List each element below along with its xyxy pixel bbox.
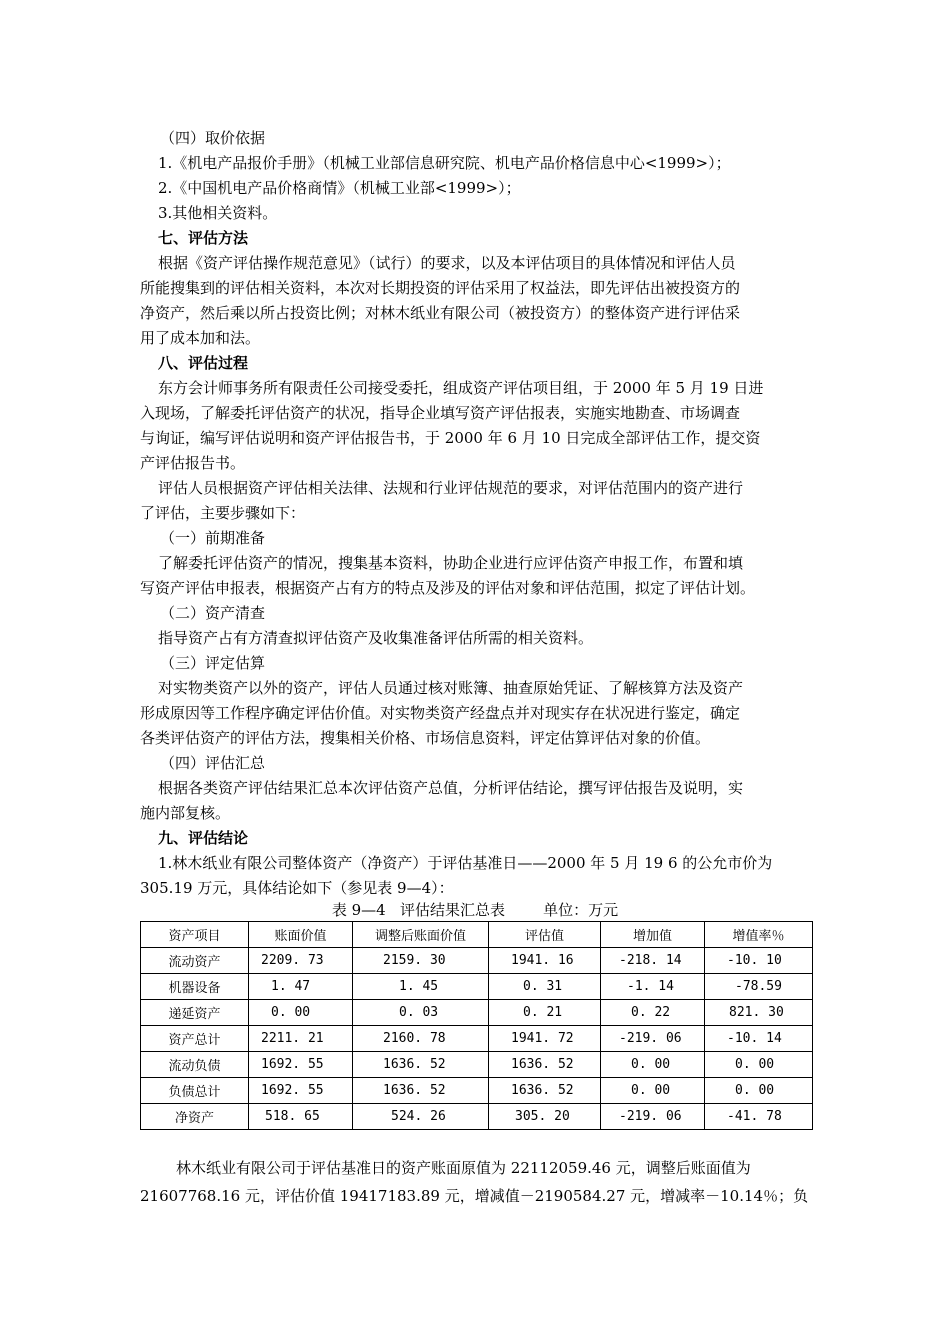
row-label: 资产总计 [141,1026,249,1052]
row-label: 流动负债 [141,1052,249,1078]
table-cell: 1636. 52 [489,1052,601,1078]
text-line: 形成原因等工作程序确定评估价值。对实物类资产经盘点并对现实存在状况进行鉴定，确定 [140,704,741,722]
table-cell: -78.59 [705,974,813,1000]
text-line: 3.其他相关资料。 [158,204,278,222]
column-header: 增加值 [601,922,705,948]
row-label: 净资产 [141,1104,249,1130]
valuation-summary-table [140,921,813,1130]
text-line: 了评估，主要步骤如下： [140,504,306,522]
section-heading-method: 七、评估方法 [158,229,249,247]
text-line: 净资产，然后乘以所占投资比例；对林木纸业有限公司（被投资方）的整体资产进行评估采 [140,304,741,322]
column-header: 账面价值 [249,922,353,948]
table-cell: 2209. 73 [249,948,353,974]
table-cell: 2211. 21 [249,1026,353,1052]
table-cell: 2160. 78 [353,1026,489,1052]
table-cell: 0. 00 [705,1078,813,1104]
column-header: 资产项目 [141,922,249,948]
section-heading-process: 八、评估过程 [158,354,249,372]
table-cell: 1692. 55 [249,1078,353,1104]
column-header: 评估值 [489,922,601,948]
text-line: 用了成本加和法。 [140,329,261,347]
subheading-summary: （四）评估汇总 [160,754,266,772]
subheading-pricing-basis: （四）取价依据 [160,129,266,147]
text-line: 指导资产占有方清查拟评估资产及收集准备评估所需的相关资料。 [158,629,594,647]
table-cell: 0. 00 [249,1000,353,1026]
text-line: 2.《中国机电产品价格商情》（机械工业部<1999>）； [158,179,521,197]
text-line: 了解委托评估资产的情况，搜集基本资料，协助企业进行应评估资产申报工作，布置和填 [158,554,744,572]
row-label: 递延资产 [141,1000,249,1026]
table-cell: 524. 26 [353,1104,489,1130]
row-label: 负债总计 [141,1078,249,1104]
table-row [141,1104,813,1130]
row-label: 流动资产 [141,948,249,974]
table-cell: -219. 06 [601,1104,705,1130]
table-cell: 1636. 52 [353,1078,489,1104]
table-header-row [141,922,813,948]
table-row [141,1026,813,1052]
text-line: 根据《资产评估操作规范意见》（试行）的要求，以及本评估项目的具体情况和评估人员 [158,254,736,272]
subheading-asset-inventory: （二）资产清查 [160,604,266,622]
text-line: 入现场，了解委托评估资产的状况，指导企业填写资产评估报表，实施实地勘查、市场调查 [140,404,741,422]
table-cell: -41. 78 [705,1104,813,1130]
table-cell: 0. 00 [705,1052,813,1078]
column-header: 增值率％ [705,922,813,948]
section-heading-conclusion: 九、评估结论 [158,829,249,847]
table-row [141,1078,813,1104]
table-cell: 0. 21 [489,1000,601,1026]
table-cell: 518. 65 [249,1104,353,1130]
table-cell: 0. 31 [489,974,601,1000]
text-line: 21607768.16 元，评估价值 19417183.89 元，增减值－2190584.27 元，增减率－10.14％；负 [140,1187,809,1205]
table-cell: 1. 47 [249,974,353,1000]
table-cell: -1. 14 [601,974,705,1000]
text-line: 林木纸业有限公司于评估基准日的资产账面原值为 22112059.46 元，调整后账面值为 [176,1159,751,1177]
text-line: 评估人员根据资产评估相关法律、法规和行业评估规范的要求，对评估范围内的资产进行 [158,479,744,497]
row-label: 机器设备 [141,974,249,1000]
subheading-preparation: （一）前期准备 [160,529,266,547]
table-cell: -10. 10 [705,948,813,974]
table-row [141,1052,813,1078]
table-cell: 1. 45 [353,974,489,1000]
text-line: 产评估报告书。 [140,454,246,472]
table-caption: 表 9—4 评估结果汇总表 单位：万元 [331,901,619,919]
table-cell: 0. 22 [601,1000,705,1026]
text-line: 与询证，编写评估说明和资产评估报告书，于 2000 年 6 月 10 日完成全部评估工作，提交资 [140,429,761,447]
table-cell: 0. 00 [601,1078,705,1104]
table-cell: 1636. 52 [489,1078,601,1104]
text-line: 施内部复核。 [140,804,231,822]
table-cell: 821. 30 [705,1000,813,1026]
text-line: 305.19 万元，具体结论如下（参见表 9—4）： [140,879,454,897]
table-cell: 0. 00 [601,1052,705,1078]
table-row [141,974,813,1000]
column-header: 调整后账面价值 [353,922,489,948]
text-line: 各类评估资产的评估方法，搜集相关价格、市场信息资料，评定估算评估对象的价值。 [140,729,711,747]
table-cell: -10. 14 [705,1026,813,1052]
text-line: 东方会计师事务所有限责任公司接受委托，组成资产评估项目组，于 2000 年 5 月 19 日进 [158,379,764,397]
table-cell: 1636. 52 [353,1052,489,1078]
text-line: 对实物类资产以外的资产，评估人员通过核对账簿、抽查原始凭证、了解核算方法及资产 [158,679,744,697]
table-cell: 2159. 30 [353,948,489,974]
table-row [141,948,813,974]
text-line: 根据各类资产评估结果汇总本次评估资产总值，分析评估结论，撰写评估报告及说明，实 [158,779,744,797]
table-cell: -219. 06 [601,1026,705,1052]
table-row [141,1000,813,1026]
table-cell: 0. 03 [353,1000,489,1026]
table-cell: 1941. 16 [489,948,601,974]
table-cell: 305. 20 [489,1104,601,1130]
text-line: 1.《机电产品报价手册》（机械工业部信息研究院、机电产品价格信息中心<1999>）； [158,154,731,172]
table-cell: -218. 14 [601,948,705,974]
text-line: 写资产评估申报表，根据资产占有方的特点及涉及的评估对象和评估范围，拟定了评估计划。 [140,579,756,597]
text-line: 所能搜集到的评估相关资料，本次对长期投资的评估采用了权益法，即先评估出被投资方的 [140,279,741,297]
table-cell: 1941. 72 [489,1026,601,1052]
text-line: 1.林木纸业有限公司整体资产（净资产）于评估基准日——2000 年 5 月 19 6 的公允市价为 [158,854,773,872]
subheading-valuation: （三）评定估算 [160,654,266,672]
table-cell: 1692. 55 [249,1052,353,1078]
